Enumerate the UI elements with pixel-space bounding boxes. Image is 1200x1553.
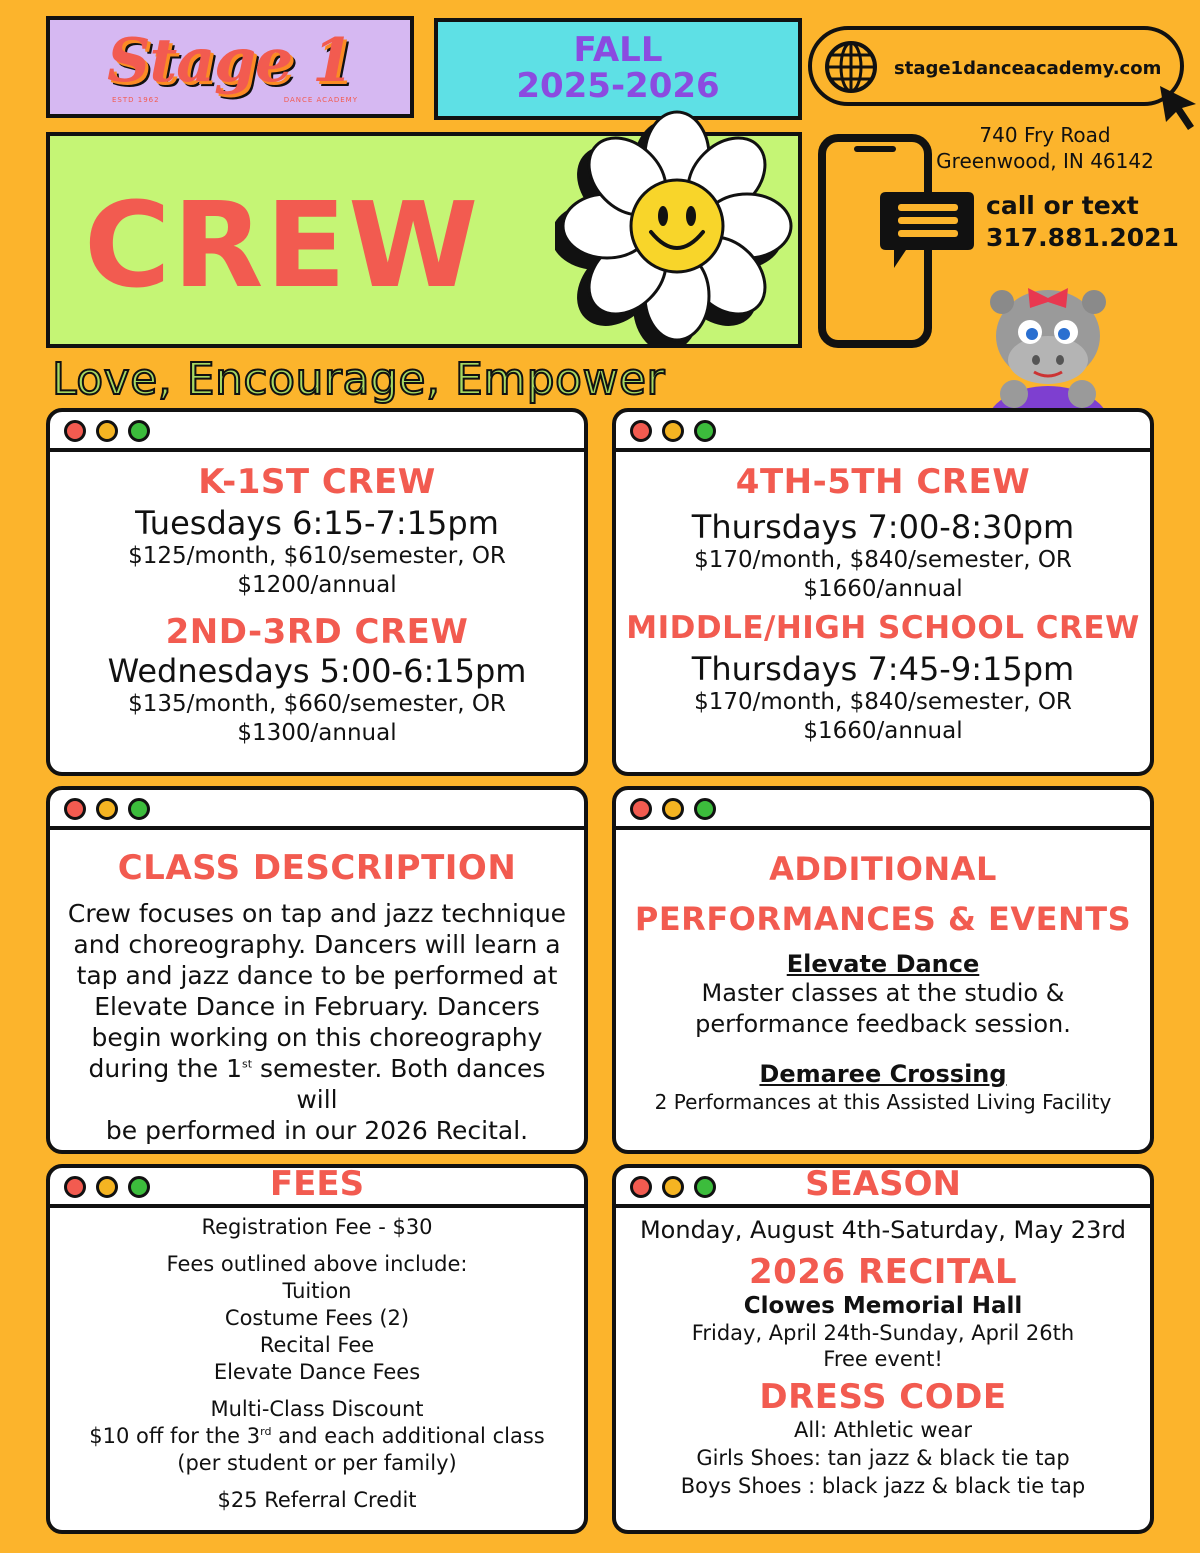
season-window [612,1164,1154,1534]
cursor-icon [1156,82,1200,132]
yellow-dot-icon [662,798,684,820]
class-description-window [46,786,588,1154]
smiley-flower-icon [555,108,795,344]
discount-fragment: and each additional class [271,1424,545,1448]
class-price: $170/month, $840/semester, OR [694,689,1072,715]
season-badge-line2: 2025-2026 [516,66,720,106]
red-dot-icon [630,798,652,820]
recital-title: 2026 RECITAL [748,1252,1017,1292]
recital-dates: Friday, April 24th-Sunday, April 26th [691,1321,1075,1345]
window-titlebar [616,412,1150,452]
discount-line [50,1423,584,1450]
dress-code-girls: Girls Shoes: tan jazz & black tie tap [696,1446,1070,1470]
address-line1: 740 Fry Road [979,123,1111,147]
window-titlebar [616,1164,1150,1208]
class-schedule: Thursdays 7:00-8:30pm [691,508,1075,546]
additional-subtitle: PERFORMANCES & EVENTS [634,900,1132,938]
message-bubble-icon [876,188,978,274]
discount-superscript: rd [260,1425,272,1438]
fee-item: Recital Fee [259,1333,375,1357]
dress-code-boys: Boys Shoes : black jazz & black tie tap [680,1474,1086,1498]
website-url[interactable]: stage1danceacademy.com [894,58,1162,79]
season-dates: Monday, August 4th-Saturday, May 23rd [639,1216,1127,1244]
class-schedule: Thursdays 7:45-9:15pm [691,650,1075,688]
discount-fragment: $10 off for the 3 [89,1424,261,1448]
class-title: K-1ST CREW [198,462,436,502]
yellow-dot-icon [96,798,118,820]
class-price-annual: $1660/annual [803,576,963,602]
discount-note: (per student or per family) [177,1451,457,1475]
contact-phone[interactable]: 317.881.2021 [986,223,1179,252]
class-price-annual: $1300/annual [237,720,397,746]
description-superscript: st [242,1057,253,1071]
class-title: 2ND-3RD CREW [165,612,469,652]
classes-right-window [612,408,1154,776]
description-line: Elevate Dance in February. Dancers [94,992,540,1021]
referral-credit: $25 Referral Credit [217,1488,417,1512]
description-line [64,1053,570,1115]
address-line2: Greenwood, IN 46142 [936,149,1154,173]
dress-code-title: DRESS CODE [759,1377,1007,1417]
event-description: Master classes at the studio & [701,979,1065,1007]
logo-wordmark: Stage 1 [107,26,353,96]
window-titlebar [616,790,1150,830]
event-description: 2 Performances at this Assisted Living Facility [654,1090,1112,1114]
globe-icon [824,40,878,94]
logo-academy: DANCE ACADEMY [283,96,358,104]
red-dot-icon [630,420,652,442]
fees-include-heading: Fees outlined above include: [166,1252,468,1276]
window-titlebar [50,1164,584,1208]
description-line: be performed in our 2026 Recital. [105,1116,529,1145]
recital-note: Free event! [823,1347,943,1371]
class-title: 4TH-5TH CREW [735,462,1031,502]
website-link[interactable] [808,26,1184,106]
class-title: MIDDLE/HIGH SCHOOL CREW [626,610,1140,646]
green-dot-icon [694,798,716,820]
class-price: $125/month, $610/semester, OR [128,543,506,569]
program-title: CREW [84,176,481,314]
additional-events-window [612,786,1154,1154]
fee-item: Costume Fees (2) [224,1306,410,1330]
season-title: SEASON [805,1164,961,1204]
class-price-annual: $1200/annual [237,572,397,598]
address [932,122,1158,174]
class-price: $135/month, $660/semester, OR [128,691,506,717]
red-dot-icon [64,420,86,442]
window-titlebar [50,790,584,830]
registration-fee: Registration Fee - $30 [201,1215,433,1239]
class-price: $170/month, $840/semester, OR [694,547,1072,573]
contact-label: call or text [986,191,1139,220]
additional-title: ADDITIONAL [769,850,997,888]
classes-left-window [46,408,588,776]
fee-item: Elevate Dance Fees [213,1360,421,1384]
green-dot-icon [128,420,150,442]
class-schedule: Tuesdays 6:15-7:15pm [135,504,499,542]
season-badge-line1: FALL [573,30,663,70]
description-line: Crew focuses on tap and jazz technique [67,899,567,928]
description-fragment: semester. Both dances will [252,1054,546,1114]
recital-venue: Clowes Memorial Hall [743,1293,1023,1319]
logo-estd: ESTD 1962 [112,96,160,104]
event-name-demaree: Demaree Crossing [759,1060,1007,1088]
tagline: Love, Encourage, Empower [52,354,666,405]
yellow-dot-icon [662,420,684,442]
window-titlebar [50,412,584,452]
fees-title: FEES [269,1164,365,1204]
green-dot-icon [128,798,150,820]
description-line: and choreography. Dancers will learn a [73,930,561,959]
contact [986,190,1179,254]
green-dot-icon [694,420,716,442]
red-dot-icon [64,798,86,820]
fees-window [46,1164,588,1534]
season-badge [434,18,802,120]
description-line: begin working on this choreography [91,1023,543,1052]
description-fragment: during the 1 [88,1054,243,1083]
class-description-text [50,898,584,1146]
event-name-elevate: Elevate Dance [786,950,980,978]
dress-code-all: All: Athletic wear [794,1418,972,1442]
class-schedule: Wednesdays 5:00-6:15pm [107,652,527,690]
logo-box [46,16,414,118]
event-description: performance feedback session. [695,1010,1071,1038]
class-description-title: CLASS DESCRIPTION [117,848,517,888]
fee-item: Tuition [282,1279,352,1303]
yellow-dot-icon [96,420,118,442]
discount-title: Multi-Class Discount [210,1397,424,1421]
description-line: tap and jazz dance to be performed at [76,961,558,990]
class-price-annual: $1660/annual [803,718,963,744]
